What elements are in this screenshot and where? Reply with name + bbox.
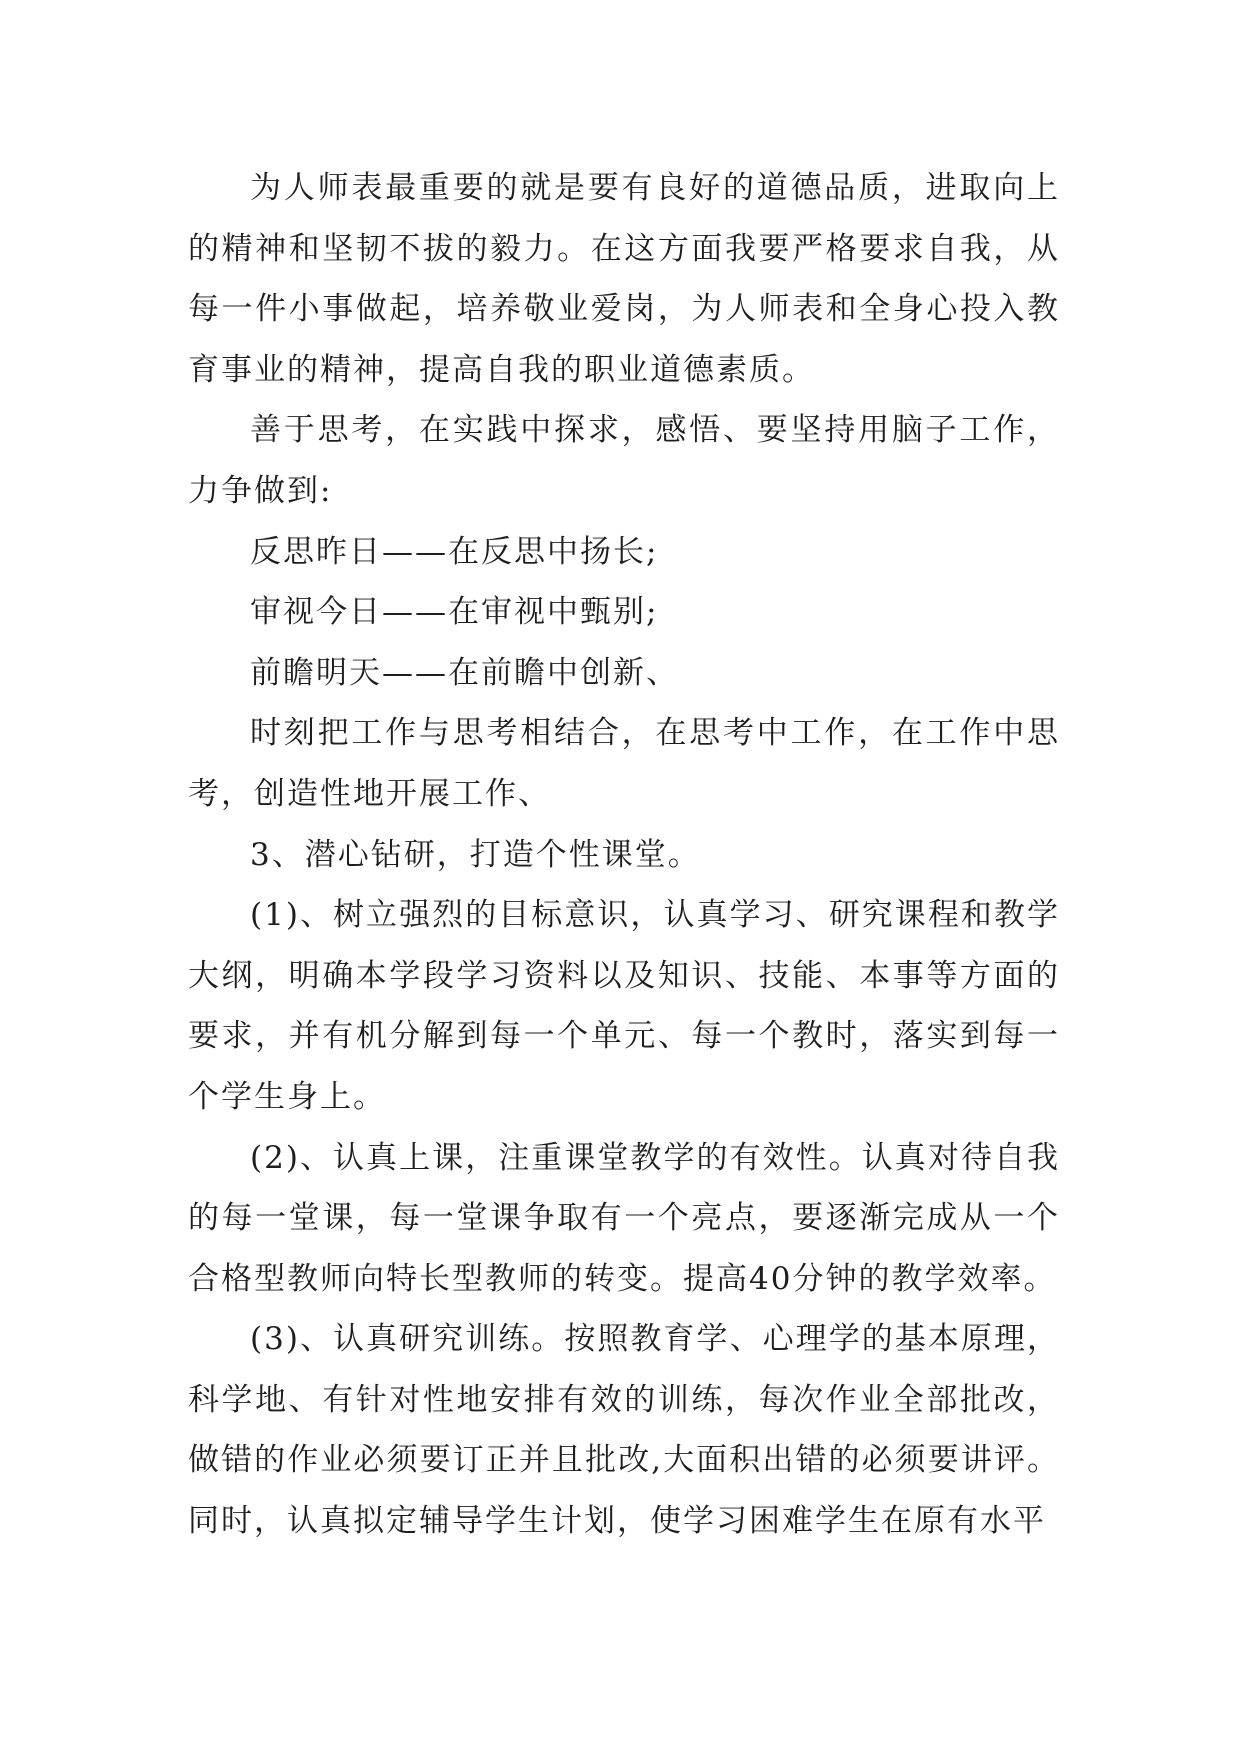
paragraph-section-3-heading: 3、潜心钻研，打造个性课堂。: [250, 836, 701, 873]
document-body: [188, 158, 1060, 1552]
paragraph-examine-today: 审视今日——在审视中甄别;: [250, 594, 659, 631]
paragraph-item-2: (2)、认真上课，注重课堂教学的有效性。认真对待自我的每一堂课，每一堂课争取有一个亮点，要逐渐完成从一个合格型教师向特长型教师的转变。提高40分钟的教学效率。: [188, 1139, 1060, 1297]
paragraph-teacher-morality: 为人师表最重要的就是要有良好的道德品质，进取向上的精神和坚韧不拔的毅力。在这方面我要严格要求自我，从每一件小事做起，培养敬业爱岗，为人师表和全身心投入教育事业的精神，提高自我的职业道德素质。: [188, 170, 1060, 388]
paragraph-reflect-yesterday: 反思昨日——在反思中扬长;: [250, 533, 659, 570]
paragraph-look-ahead: 前瞻明天——在前瞻中创新、: [250, 654, 679, 691]
paragraph-combine-work-thinking: 时刻把工作与思考相结合，在思考中工作，在工作中思考，创造性地开展工作、: [188, 715, 1060, 812]
paragraph-item-1: (1)、树立强烈的目标意识，认真学习、研究课程和教学大纲，明确本学段学习资料以及知识、技能、本事等方面的要求，并有机分解到每一个单元、每一个教时，落实到每一个学生身上。: [188, 897, 1060, 1115]
paragraph-thinking: 善于思考，在实践中探求，感悟、要坚持用脑子工作，力争做到:: [188, 412, 1060, 509]
paragraph-item-3: (3)、认真研究训练。按照教育学、心理学的基本原理，科学地、有针对性地安排有效的训练，每次作业全部批改，做错的作业必须要订正并且批改,大面积出错的必须要讲评。同时，认真拟定辅导学生计划，使学习困难学生在原有水平: [188, 1321, 1060, 1540]
